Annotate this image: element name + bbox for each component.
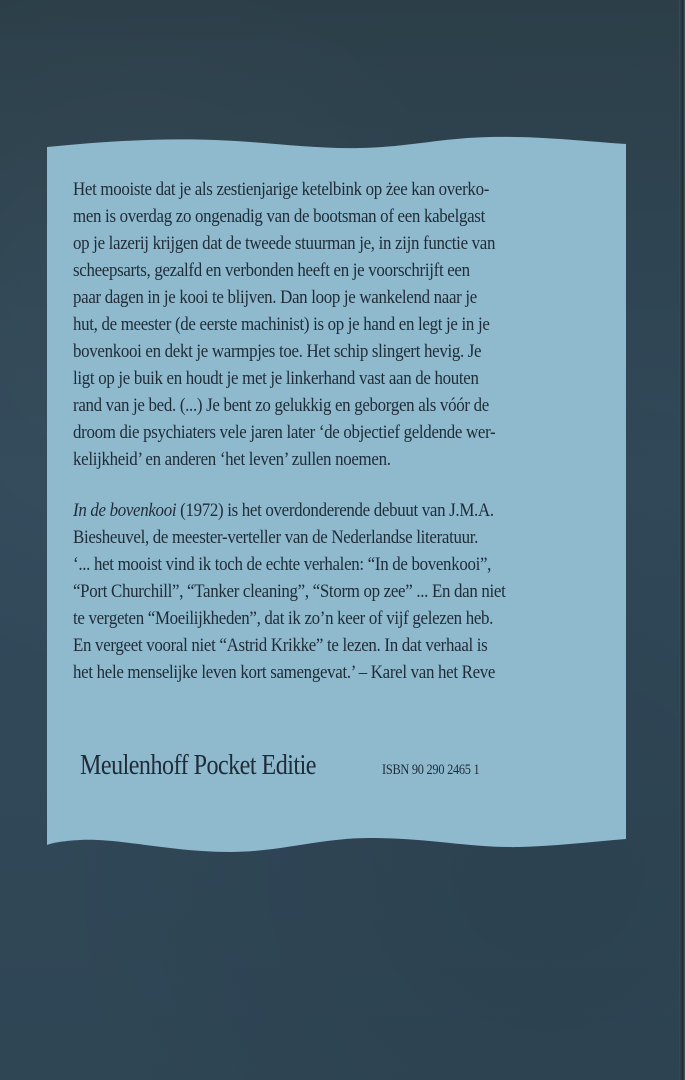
- publisher-footer: [80, 750, 600, 782]
- description-line-rest: (1972) is het overdonderende debuut van J.M.A.: [176, 500, 494, 521]
- blurb-line: scheepsarts, gezalfd en verbonden heeft en je voorschrijft een: [73, 260, 470, 281]
- book-spine-edge: [679, 0, 685, 1080]
- blurb-line: ligt op je buik en houdt je met je linkerhand vast aan de houten: [73, 368, 479, 389]
- blurb-line: bovenkooi en dekt je warmpjes toe. Het schip slingert hevig. Je: [73, 341, 482, 362]
- description-line: Biesheuvel, de meester-verteller van de Nederlandse literatuur.: [73, 527, 479, 548]
- blurb-line: hut, de meester (de eerste machinist) is op je hand en legt je in je: [73, 314, 490, 335]
- quote-line: het hele menselijke leven kort samengevat.’ – Karel van het Reve: [73, 662, 496, 683]
- blurb-line: rand van je bed. (...) Je bent zo gelukkig en geborgen als vóór de: [73, 395, 489, 416]
- blurb-line: droom die psychiaters vele jaren later ‘de objectief geldende wer-: [73, 422, 496, 443]
- back-cover-text: [73, 176, 621, 686]
- quote-line: te vergeten “Moeilijkheden”, dat ik zo’n keer of vijf gelezen heb.: [73, 608, 494, 629]
- isbn-number: ISBN 90 290 2465 1: [382, 762, 480, 778]
- quote-line: “Port Churchill”, “Tanker cleaning”, “Storm op zee” ... En dan niet: [73, 581, 506, 602]
- blurb-line: kelijkheid’ en anderen ‘het leven’ zullen noemen.: [73, 449, 391, 470]
- quote-line: En vergeet vooral niet “Astrid Krikke” te lezen. In dat verhaal is: [73, 635, 488, 656]
- publisher-name: Meulenhoff Pocket Editie: [80, 750, 316, 781]
- quote-line: ‘... het mooist vind ik toch de echte verhalen: “In de bovenkooi”,: [73, 554, 492, 575]
- blurb-line: Het mooiste dat je als zestienjarige ketelbink op żee kan overko-: [73, 179, 490, 200]
- blurb-excerpt: [73, 176, 621, 473]
- blurb-line: men is overdag zo ongenadig van de bootsman of een kabelgast: [73, 206, 485, 227]
- blurb-line: paar dagen in je kooi te blijven. Dan loop je wankelend naar je: [73, 287, 477, 308]
- description-line: [73, 497, 621, 524]
- blurb-line: op je lazerij krijgen dat de tweede stuurman je, in zijn functie van: [73, 233, 496, 254]
- book-title: In de bovenkooi: [73, 500, 177, 521]
- book-description: [73, 497, 621, 686]
